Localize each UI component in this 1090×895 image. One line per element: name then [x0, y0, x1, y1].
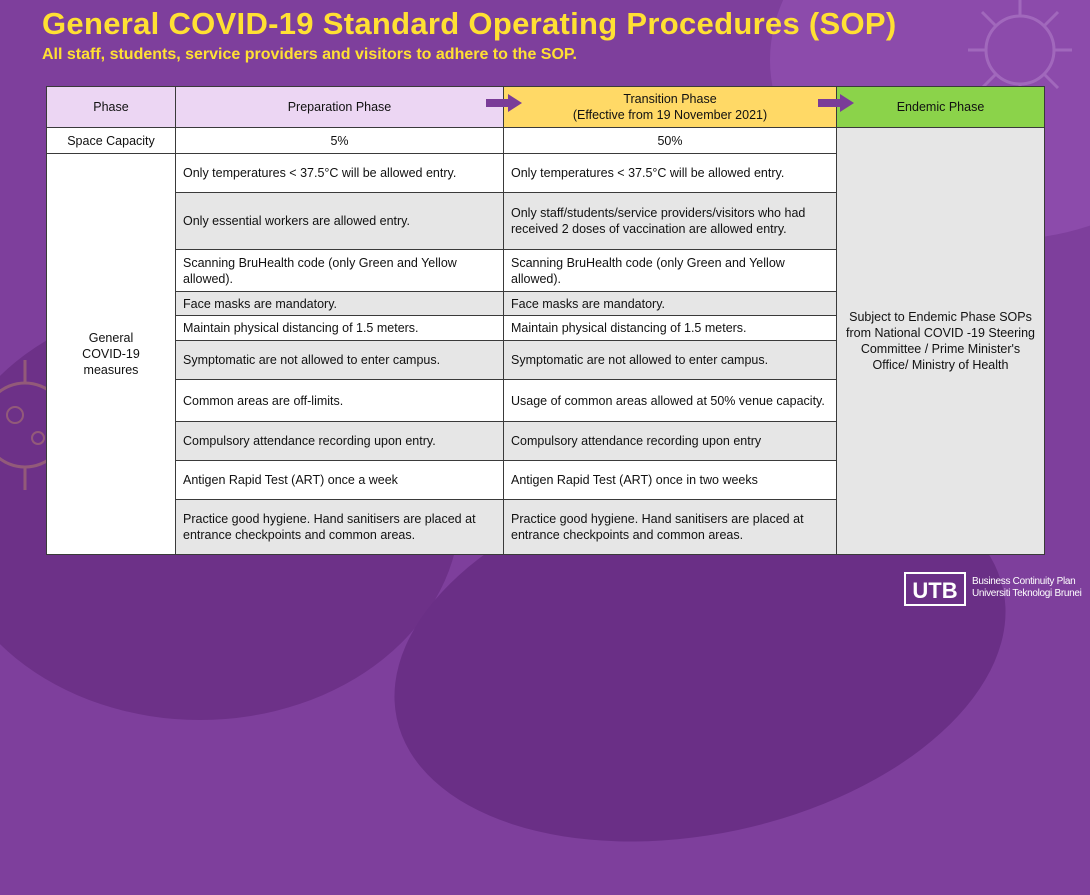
preparation-measure: Face masks are mandatory.: [176, 292, 504, 316]
preparation-measure: Only temperatures < 37.5°C will be allowed entry.: [176, 154, 504, 193]
header-row: [47, 87, 1045, 128]
transition-measure: Maintain physical distancing of 1.5 meters.: [504, 316, 837, 341]
logo-caption: [972, 576, 1082, 600]
page-subtitle: All staff, students, service providers and visitors to adhere to the SOP.: [42, 46, 577, 63]
header-transition-title: Transition Phase: [623, 92, 717, 106]
general-measures-text: General COVID-19 measures: [82, 331, 140, 377]
transition-measure: Symptomatic are not allowed to enter campus.: [504, 341, 837, 380]
utb-logo-mark: UTB: [912, 578, 958, 603]
transition-measure: Only temperatures < 37.5°C will be allowed entry.: [504, 154, 837, 193]
preparation-measure: Common areas are off-limits.: [176, 380, 504, 422]
page-title: General COVID-19 Standard Operating Procedures (SOP): [42, 6, 897, 41]
utb-logo: [904, 572, 966, 606]
endemic-phase-note: Subject to Endemic Phase SOPs from National COVID -19 Steering Committee / Prime Minister's Office/ Ministry of Health: [837, 128, 1045, 555]
transition-measure: Face masks are mandatory.: [504, 292, 837, 316]
preparation-measure: Compulsory attendance recording upon entry.: [176, 422, 504, 461]
space-capacity-label: Space Capacity: [47, 128, 176, 154]
header-transition-phase: [504, 87, 837, 128]
preparation-measure: Maintain physical distancing of 1.5 meters.: [176, 316, 504, 341]
logo-caption-line1: Business Continuity Plan: [972, 576, 1076, 587]
sop-table: [46, 86, 1045, 555]
preparation-measure: Only essential workers are allowed entry.: [176, 193, 504, 250]
space-capacity-transition: 50%: [504, 128, 837, 154]
header-phase: Phase: [47, 87, 176, 128]
transition-measure: Practice good hygiene. Hand sanitisers are placed at entrance checkpoints and common areas.: [504, 500, 837, 555]
preparation-measure: Symptomatic are not allowed to enter campus.: [176, 341, 504, 380]
header-transition-effective-date: (Effective from 19 November 2021): [572, 108, 768, 122]
space-capacity-preparation: 5%: [176, 128, 504, 154]
arrow-right-icon: [486, 94, 522, 112]
transition-measure: Antigen Rapid Test (ART) once in two weeks: [504, 461, 837, 500]
general-measures-label: [47, 154, 176, 555]
header-endemic-phase: Endemic Phase: [837, 87, 1045, 128]
header-preparation-phase: Preparation Phase: [176, 87, 504, 128]
preparation-measure: Antigen Rapid Test (ART) once a week: [176, 461, 504, 500]
logo-caption-line2: Universiti Teknologi Brunei: [972, 588, 1082, 599]
transition-measure: Scanning BruHealth code (only Green and Yellow allowed).: [504, 250, 837, 292]
arrow-right-icon: [818, 94, 854, 112]
transition-measure: Only staff/students/service providers/visitors who had received 2 doses of vaccination are allowed entry.: [504, 193, 837, 250]
transition-measure: Usage of common areas allowed at 50% venue capacity.: [504, 380, 837, 422]
preparation-measure: Scanning BruHealth code (only Green and Yellow allowed).: [176, 250, 504, 292]
space-capacity-row: [47, 128, 1045, 154]
transition-measure: Compulsory attendance recording upon entry: [504, 422, 837, 461]
preparation-measure: Practice good hygiene. Hand sanitisers are placed at entrance checkpoints and common areas.: [176, 500, 504, 555]
